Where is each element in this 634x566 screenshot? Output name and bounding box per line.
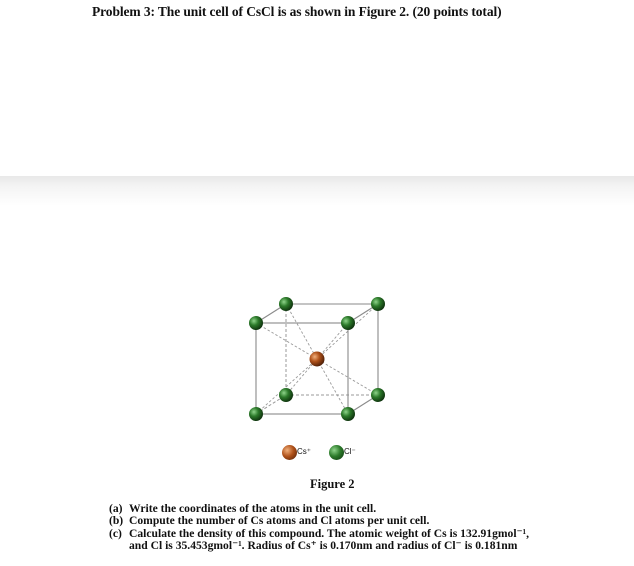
question-marker: (a) [109, 502, 123, 515]
question-c [109, 528, 629, 553]
question-marker: (b) [109, 514, 124, 528]
unit-cell-figure [238, 290, 398, 430]
cl-ion-corner [341, 316, 355, 330]
question-text: Calculate the density of this compound. The atomic weight of Cs is 132.91gmol⁻¹, [129, 526, 530, 540]
question-marker: (c) [109, 526, 122, 540]
question-text: Compute the number of Cs atoms and Cl atoms per unit cell. [129, 514, 430, 528]
problem-title: Problem 3: The unit cell of CsCl is as shown in Figure 2. (20 points total) [92, 4, 502, 19]
question-b [109, 515, 629, 527]
question-text: Write the coordinates of the atoms in the unit cell. [129, 502, 377, 515]
question-list [109, 503, 629, 553]
cl-ion-corner [249, 316, 263, 330]
divider-band [0, 176, 634, 206]
cl-ion-corner [279, 388, 293, 402]
cl-ion-corner [341, 407, 355, 421]
legend-label: Cs⁺ [297, 447, 311, 456]
cl-ion-corner [279, 297, 293, 311]
cl-ion-corner [371, 388, 385, 402]
cl-ion-corner [249, 407, 263, 421]
figure-caption: Figure 2 [310, 477, 355, 491]
cl-ion-swatch [329, 445, 344, 460]
cs-ion-center [310, 352, 325, 367]
figure-legend [282, 444, 372, 462]
question-text-continued: and Cl is 35.453gmol⁻¹. Radius of Cs⁺ is 0.170nm and radius of Cl⁻ is 0.181nm [129, 539, 518, 553]
cl-ion-corner [371, 297, 385, 311]
legend-label: Cl⁻ [344, 447, 356, 456]
unit-cell-diagram [238, 290, 398, 430]
cs-ion-swatch [282, 445, 297, 460]
